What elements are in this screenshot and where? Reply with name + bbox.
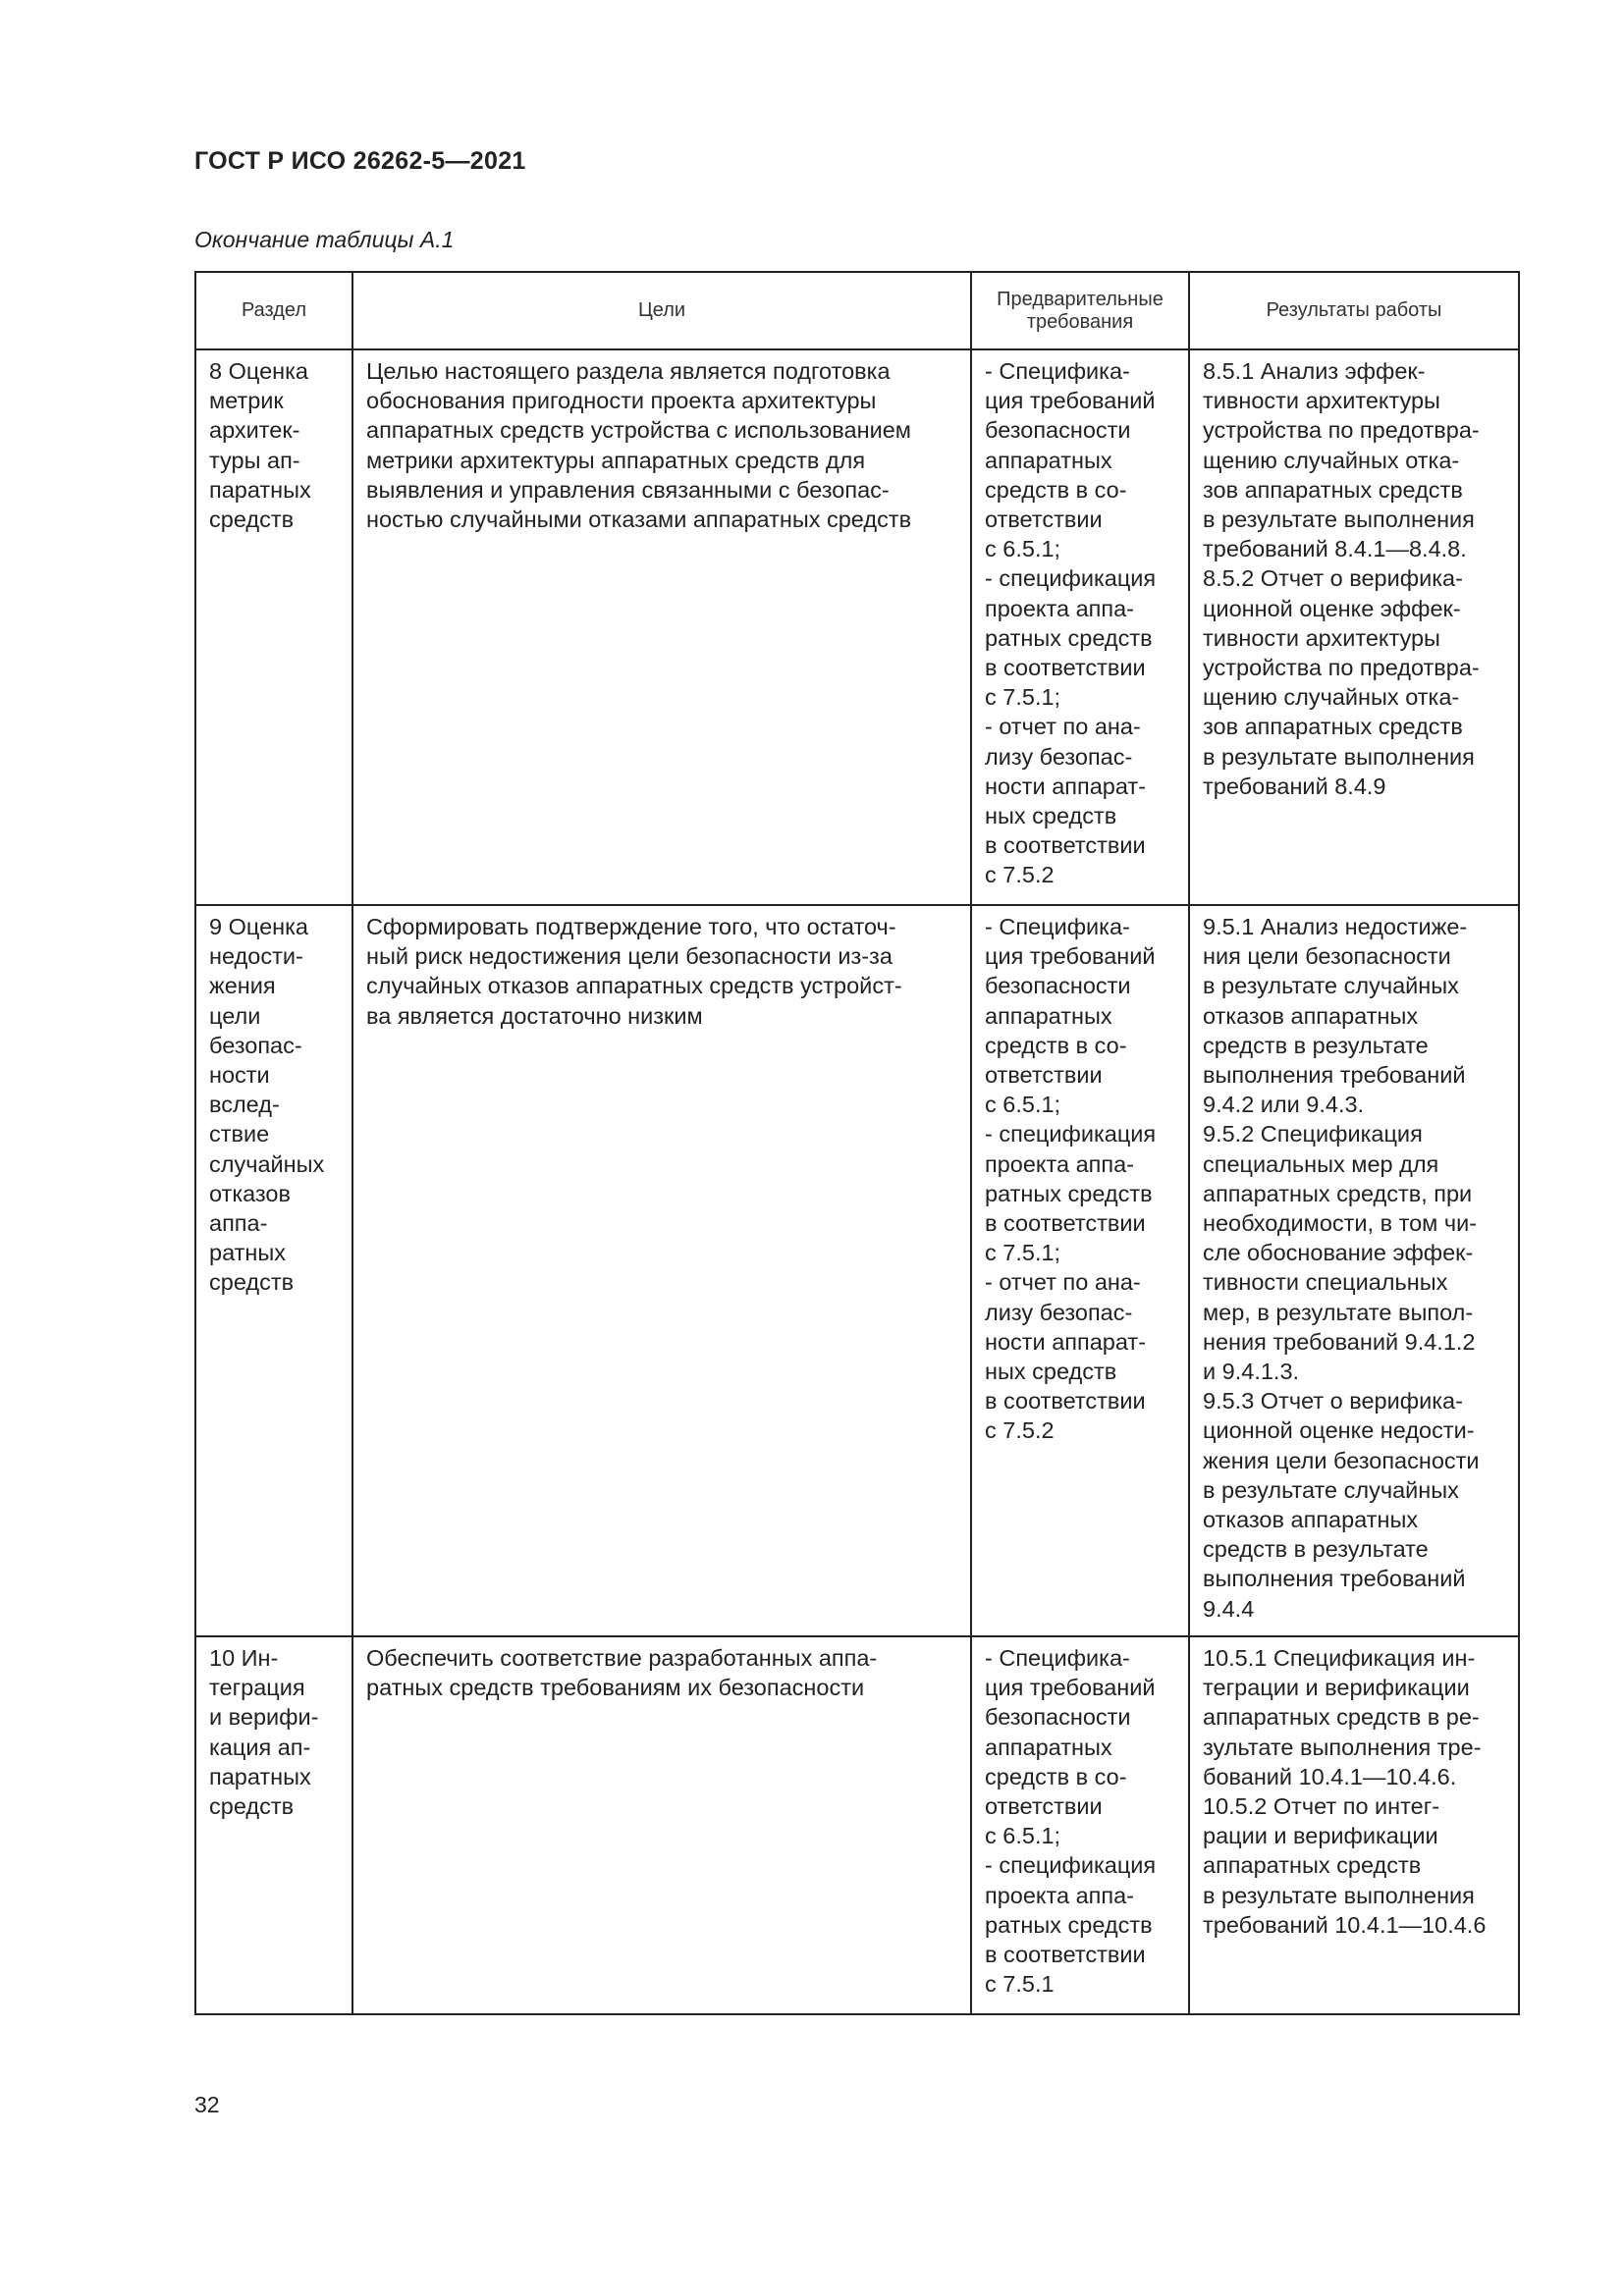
- page-number: 32: [194, 2092, 220, 2117]
- text-line: требований 8.4.1—8.4.8.: [1203, 536, 1467, 562]
- text-line: - отчет по ана-: [985, 714, 1141, 740]
- text-line: ных средств: [985, 1359, 1117, 1385]
- text-line: аппаратных: [985, 447, 1112, 473]
- text-line: теграции и верификации: [1203, 1675, 1470, 1701]
- text-line: случайных: [209, 1150, 325, 1177]
- section-cell: [195, 905, 352, 1636]
- text-line: 9.5.1 Анализ недостиже-: [1203, 914, 1468, 939]
- text-line: выявления и управления связанными с безопас-: [366, 476, 890, 503]
- text-line: выполнения требований: [1203, 1062, 1466, 1089]
- text-line: Сформировать подтверждение того, что остаточ-: [366, 914, 896, 939]
- text-line: аппаратных: [985, 1002, 1112, 1029]
- text-line: ция требований: [985, 943, 1156, 970]
- text-line: ратных: [209, 1240, 287, 1266]
- text-line: недости-: [209, 943, 303, 970]
- text-line: в результате выполнения: [1203, 1882, 1475, 1908]
- goals-cell: [352, 905, 971, 1636]
- text-line: безопас-: [209, 1032, 302, 1058]
- text-line: необходимости, в том чи-: [1203, 1210, 1478, 1237]
- goals-cell: [352, 349, 971, 905]
- results-cell: [1189, 1636, 1519, 2014]
- text-line: в соответствии: [985, 1942, 1146, 1968]
- text-line: аппаратных средств, при: [1203, 1180, 1473, 1206]
- text-line: 10.5.1 Спецификация ин-: [1203, 1645, 1476, 1671]
- text-line: и верифи-: [209, 1704, 319, 1731]
- text-line: паратных: [209, 1763, 311, 1789]
- text-line: ратных средств: [985, 1911, 1153, 1938]
- text-line: 8 Оценка: [209, 358, 308, 384]
- text-line: ностью случайными отказами аппаратных средств: [366, 507, 912, 533]
- text-line: проекта аппа-: [985, 1150, 1134, 1177]
- text-line: метрики архитектуры аппаратных средств для: [366, 447, 866, 473]
- text-line: зультате выполнения тре-: [1203, 1734, 1482, 1760]
- text-line: с 7.5.1;: [985, 1240, 1061, 1266]
- text-line: - отчет по ана-: [985, 1269, 1141, 1296]
- text-line: 9 Оценка: [209, 914, 308, 939]
- text-line: безопасности: [985, 417, 1131, 444]
- text-line: - спецификация: [985, 565, 1157, 592]
- text-line: ратных средств: [985, 1180, 1153, 1206]
- table-caption: Окончание таблицы А.1: [194, 227, 455, 252]
- text-line: ответствии: [985, 1062, 1103, 1089]
- text-line: средств в со-: [985, 1763, 1127, 1789]
- text-line: 9.4.2 или 9.4.3.: [1203, 1092, 1365, 1118]
- text-line: с 6.5.1;: [985, 536, 1061, 562]
- text-line: зов аппаратных средств: [1203, 714, 1463, 740]
- text-line: проекта аппа-: [985, 1882, 1134, 1908]
- text-line: паратных: [209, 476, 311, 503]
- header-prerequisites: Предварительные требования: [971, 272, 1189, 349]
- text-line: - Специфика-: [985, 358, 1130, 384]
- prerequisites-cell: [971, 349, 1189, 905]
- text-line: безопасности: [985, 1704, 1131, 1731]
- text-line: аппаратных: [985, 1734, 1112, 1760]
- text-line: - Специфика-: [985, 914, 1130, 939]
- text-line: ния цели безопасности: [1203, 943, 1451, 970]
- text-line: 8.5.2 Отчет о верифика-: [1203, 565, 1463, 592]
- header-goals: Цели: [352, 272, 971, 349]
- text-line: устройства по предотвра-: [1203, 655, 1480, 681]
- text-line: вслед-: [209, 1092, 280, 1118]
- text-line: средств в со-: [985, 1032, 1127, 1058]
- text-line: ных средств: [985, 803, 1117, 829]
- text-line: отказов аппаратных: [1203, 1507, 1419, 1533]
- text-line: средств: [209, 1269, 295, 1296]
- text-line: ционной оценке эффек-: [1203, 595, 1461, 621]
- text-line: случайных отказов аппаратных средств устройст-: [366, 973, 902, 999]
- text-line: требований 8.4.9: [1203, 773, 1386, 799]
- text-line: 9.5.2 Спецификация: [1203, 1121, 1423, 1148]
- text-line: в результате случайных: [1203, 1476, 1459, 1503]
- text-line: ности: [209, 1062, 270, 1089]
- text-line: с 7.5.2: [985, 1417, 1055, 1444]
- text-line: теграция: [209, 1675, 305, 1701]
- text-line: тивности специальных: [1203, 1269, 1448, 1296]
- text-line: аппаратных средств: [1203, 1852, 1422, 1879]
- text-line: ствие: [209, 1121, 270, 1148]
- results-cell: [1189, 349, 1519, 905]
- text-line: метрик: [209, 388, 284, 414]
- text-line: бований 10.4.1—10.4.6.: [1203, 1763, 1457, 1789]
- text-line: - спецификация: [985, 1852, 1157, 1879]
- text-line: обоснования пригодности проекта архитектуры: [366, 388, 877, 414]
- text-line: нения требований 9.4.1.2: [1203, 1328, 1476, 1355]
- text-line: рации и верификации: [1203, 1823, 1438, 1849]
- text-line: средств в со-: [985, 476, 1127, 503]
- text-line: устройства по предотвра-: [1203, 417, 1480, 444]
- text-line: тивности архитектуры: [1203, 388, 1440, 414]
- text-line: в соответствии: [985, 1210, 1146, 1237]
- prerequisites-cell: [971, 905, 1189, 1636]
- text-line: аппаратных средств в ре-: [1203, 1704, 1480, 1731]
- text-line: ответствии: [985, 1793, 1103, 1820]
- goals-cell: [352, 1636, 971, 2014]
- text-line: средств: [209, 507, 295, 533]
- text-line: щению случайных отка-: [1203, 447, 1460, 473]
- text-line: - спецификация: [985, 1121, 1157, 1148]
- table-row: [195, 1636, 1519, 2014]
- prerequisites-cell: [971, 1636, 1189, 2014]
- text-line: в соответствии: [985, 1388, 1146, 1415]
- text-line: и 9.4.1.3.: [1203, 1359, 1300, 1385]
- text-line: с 6.5.1;: [985, 1092, 1061, 1118]
- header-results: Результаты работы: [1189, 272, 1519, 349]
- text-line: 10 Ин-: [209, 1645, 279, 1671]
- text-line: аппаратных средств устройства с использованием: [366, 417, 911, 444]
- text-line: щению случайных отка-: [1203, 684, 1460, 711]
- text-line: ва является достаточно низким: [366, 1002, 703, 1029]
- text-line: ности аппарат-: [985, 773, 1147, 799]
- section-cell: [195, 349, 352, 905]
- text-line: в соответствии: [985, 832, 1146, 859]
- text-line: средств в результате: [1203, 1032, 1429, 1058]
- text-line: с 7.5.1: [985, 1971, 1055, 1998]
- text-line: средств в результате: [1203, 1536, 1429, 1563]
- text-line: отказов аппаратных: [1203, 1002, 1419, 1029]
- section-cell: [195, 1636, 352, 2014]
- text-line: ционной оценке недости-: [1203, 1417, 1475, 1444]
- text-line: 10.5.2 Отчет по интег-: [1203, 1793, 1440, 1820]
- text-line: зов аппаратных средств: [1203, 476, 1463, 503]
- requirements-table: [194, 271, 1520, 2015]
- table-header-row: [195, 272, 1519, 349]
- text-line: лизу безопас-: [985, 1299, 1133, 1325]
- text-line: туры ап-: [209, 447, 300, 473]
- text-line: в соответствии: [985, 655, 1146, 681]
- text-line: ности аппарат-: [985, 1328, 1147, 1355]
- text-line: лизу безопас-: [985, 743, 1133, 770]
- text-line: в результате выполнения: [1203, 743, 1475, 770]
- text-line: жения: [209, 973, 276, 999]
- text-line: выполнения требований: [1203, 1566, 1466, 1592]
- text-line: ответствии: [985, 507, 1103, 533]
- text-line: с 7.5.2: [985, 862, 1055, 888]
- text-line: требований 10.4.1—10.4.6: [1203, 1911, 1487, 1938]
- table-row: [195, 905, 1519, 1636]
- text-line: жения цели безопасности: [1203, 1447, 1480, 1473]
- text-line: отказов: [209, 1180, 291, 1206]
- text-line: ция требований: [985, 388, 1156, 414]
- text-line: ратных средств требованиям их безопасности: [366, 1675, 865, 1701]
- document-title: ГОСТ Р ИСО 26262-5—2021: [194, 147, 526, 175]
- text-line: ратных средств: [985, 624, 1153, 651]
- text-line: с 6.5.1;: [985, 1823, 1061, 1849]
- header-section: Раздел: [195, 272, 352, 349]
- text-line: - Специфика-: [985, 1645, 1130, 1671]
- text-line: 9.5.3 Отчет о верифика-: [1203, 1388, 1463, 1415]
- text-line: цели: [209, 1002, 261, 1029]
- text-line: тивности архитектуры: [1203, 624, 1440, 651]
- text-line: сле обоснование эффек-: [1203, 1240, 1474, 1266]
- text-line: аппа-: [209, 1210, 268, 1237]
- text-line: с 7.5.1;: [985, 684, 1061, 711]
- text-line: ный риск недостижения цели безопасности из-за: [366, 943, 893, 970]
- text-line: ция требований: [985, 1675, 1156, 1701]
- text-line: 8.5.1 Анализ эффек-: [1203, 358, 1426, 384]
- text-line: архитек-: [209, 417, 300, 444]
- text-line: безопасности: [985, 973, 1131, 999]
- text-line: проекта аппа-: [985, 595, 1134, 621]
- table-row: [195, 349, 1519, 905]
- text-line: средств: [209, 1793, 295, 1820]
- text-line: специальных мер для: [1203, 1150, 1439, 1177]
- text-line: кация ап-: [209, 1734, 311, 1760]
- text-line: мер, в результате выпол-: [1203, 1299, 1474, 1325]
- text-line: Целью настоящего раздела является подготовка: [366, 358, 891, 384]
- text-line: в результате выполнения: [1203, 507, 1475, 533]
- text-line: 9.4.4: [1203, 1595, 1255, 1622]
- results-cell: [1189, 905, 1519, 1636]
- text-line: Обеспечить соответствие разработанных аппа-: [366, 1645, 878, 1671]
- text-line: в результате случайных: [1203, 973, 1459, 999]
